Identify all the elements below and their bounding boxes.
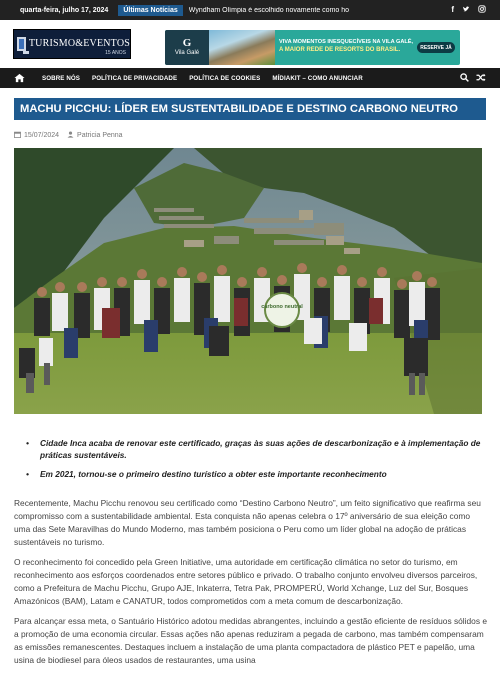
logo-text: TURISMO&EVENTOS [28, 38, 130, 49]
site-header [0, 20, 500, 68]
vila-gale-logo-icon: G [182, 37, 192, 49]
banner-line-1: VIVA MOMENTOS INESQUECÍVEIS NA VILA GALÉ, [279, 39, 414, 45]
banner-copy [279, 38, 415, 55]
nav-tools [460, 69, 486, 87]
article-date [14, 131, 59, 140]
current-date: quarta-feira, julho 17, 2024 [20, 6, 109, 14]
banner-resort-photo [209, 30, 275, 65]
home-icon[interactable] [14, 73, 26, 83]
top-bar [0, 0, 500, 20]
reserve-button[interactable]: RESERVE JÁ [417, 42, 455, 53]
main-navigation [0, 68, 500, 88]
article-highlights [26, 437, 486, 486]
instagram-icon[interactable] [478, 5, 486, 15]
article-title: MACHU PICCHU: LÍDER EM SUSTENTABILIDADE E DESTINO CARBONO NEUTRO [14, 98, 486, 120]
article-paragraph: Para alcançar essa meta, o Santuário Histórico adotou medidas abrangentes, incluindo a gestão eficiente de resíduos sólidos e a promoção de uma economia circular. Essas ações não apenas reduziram a pegada de carbono, mas também compensaram as emissões remanescentes. Destaques incluem a instalação de uma planta compactadora de plástico PET e papelão, uma usina de biodiesel para óleos usados de restaurantes, uma usina [14, 616, 488, 666]
banner-line-2: A MAIOR REDE DE RESORTS DO BRASIL. [279, 47, 401, 54]
monitor-icon [17, 37, 26, 51]
highlight-item: • Cidade Inca acaba de renovar este certificado, graças às suas ações de descarbonização e à implementação de práticas sustentáveis. [26, 437, 486, 462]
article-author[interactable] [67, 131, 123, 140]
social-links [451, 5, 486, 15]
carbon-neutral-sign-text: carbono neutral [261, 304, 303, 310]
facebook-icon[interactable]: f [451, 5, 454, 14]
news-ticker-link[interactable]: Wyndham Olímpia é escolhido novamente como ho [188, 6, 350, 14]
banner-brand [165, 30, 209, 65]
calendar-icon [14, 131, 21, 140]
user-icon [67, 131, 74, 140]
nav-item-midiakit[interactable]: MÍDIAKIT – COMO ANUNCIAR [272, 74, 363, 82]
nav-item-sobre-nos[interactable]: SOBRE NÓS [42, 74, 81, 82]
article-meta [14, 131, 123, 140]
site-logo[interactable] [13, 29, 131, 59]
random-shuffle-icon[interactable] [476, 69, 486, 87]
article-paragraph: Recentemente, Machu Picchu renovou seu certificado como “Destino Carbono Neutro”, um feito significativo que reafirma seu compromisso com a sustentabilidade ambiental. Esta conquista não apenas celebra o 17º aniversário de sua eleição como uma das Sete Maravilhas do Mundo Moderno, mas também posiciona o Peru como um líder global na adoção de práticas sustentáveis no turismo. [14, 498, 481, 548]
logo-subtitle: 15 ANOS [105, 50, 126, 56]
latest-news-label: Últimas Notícias [118, 5, 182, 16]
search-icon[interactable] [460, 69, 469, 87]
article-paragraph: O reconhecimento foi concedido pela Green Initiative, uma autoridade em certificação climática no setor do turismo, em reconhecimento aos esforços coordenados entre setores público e privado. O trabalho conjunto envolveu diversos parceiros, como a Prefeitura de Machu Picchu, Grupo AJE, Inkaterra, Tetra Pak, PROMPERÚ, World Xchange, Luz del Sur, Bosques Amazónicos (BAM), Latam e CANATUR, todos comprometidos com a meta comum de descarbonização. [14, 557, 478, 607]
advertisement-banner[interactable] [165, 30, 460, 65]
banner-brand-name: Vila Galé [174, 50, 200, 57]
highlight-item: • Em 2021, tornou-se o primeiro destino turístico a obter este importante reconhecimento [26, 468, 486, 480]
nav-item-privacidade[interactable]: POLÍTICA DE PRIVACIDADE [92, 74, 178, 82]
article-date-text: 15/07/2024 [24, 132, 60, 139]
article-featured-image [14, 148, 482, 414]
twitter-icon[interactable] [462, 5, 470, 15]
nav-item-cookies[interactable]: POLÍTICA DE COOKIES [189, 74, 261, 82]
article-author-name: Patricia Penna [77, 132, 123, 139]
article-body [14, 497, 488, 674]
